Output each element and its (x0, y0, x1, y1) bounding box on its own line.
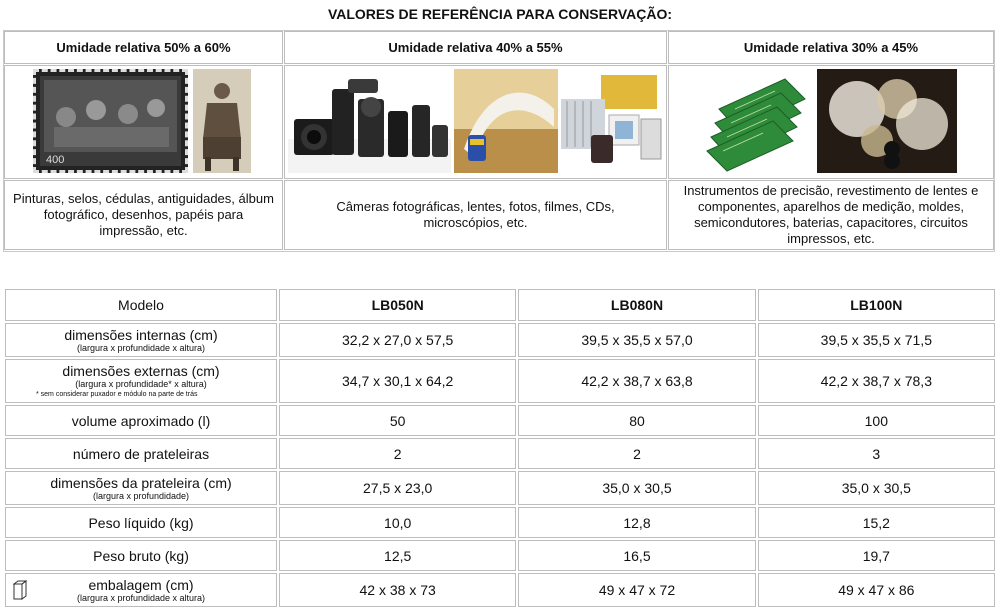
table-cell: 49 x 47 x 86 (758, 573, 995, 607)
table-cell: 42 x 38 x 73 (279, 573, 516, 607)
table-cell: 19,7 (758, 540, 995, 571)
table-row (5, 573, 995, 607)
header-col-2: Umidade relativa 40% a 55% (284, 31, 667, 64)
table-cell: 42,2 x 38,7 x 78,3 (758, 359, 995, 403)
header-col-1: Umidade relativa 50% a 60% (4, 31, 283, 64)
row-label-sub: (largura x profundidade x altura) (76, 342, 206, 353)
table-cell: 3 (758, 438, 995, 469)
table-cell: 80 (518, 405, 755, 436)
model-header: LB080N (518, 289, 755, 321)
row-label: número de prateleiras (5, 438, 277, 469)
table-cell: 39,5 x 35,5 x 71,5 (758, 323, 995, 357)
row-label-main: dimensões externas (cm) (62, 363, 220, 379)
vintage-portrait-photo (193, 69, 251, 173)
package-box-icon (13, 580, 27, 600)
stamp-value: 400 (46, 154, 65, 166)
specs-table (3, 287, 997, 609)
row-label (5, 359, 277, 403)
table-row (5, 507, 995, 538)
page-title: VALORES DE REFERÊNCIA PARA CONSERVAÇÃO: (327, 6, 673, 22)
film-strip-image (454, 69, 558, 173)
table-row (5, 471, 995, 505)
table-cell: 12,5 (279, 540, 516, 571)
model-label: Modelo (5, 289, 277, 321)
table-cell: 15,2 (758, 507, 995, 538)
table-cell: 42,2 x 38,7 x 63,8 (518, 359, 755, 403)
row-label: volume aproximado (l) (5, 405, 277, 436)
row-label-main: dimensões da prateleira (cm) (50, 474, 232, 491)
images-col-3 (668, 65, 994, 179)
postage-stamp-image (33, 69, 188, 173)
circuit-boards-image (705, 69, 813, 173)
table-cell: 16,5 (518, 540, 755, 571)
description-col-1: Pinturas, selos, cédulas, antiguidades, álbum fotográfico, desenhos, papéis para impressão, etc. (4, 180, 283, 250)
table-row (5, 359, 995, 403)
table-cell: 32,2 x 27,0 x 57,5 (279, 323, 516, 357)
row-label-note: * sem considerar puxador e módulo na parte de trás (36, 391, 198, 398)
row-label-main: dimensões internas (cm) (64, 326, 218, 343)
table-cell: 2 (279, 438, 516, 469)
row-label (5, 471, 277, 505)
row-label-sub: (largura x profundidade* x altura) (75, 379, 207, 389)
cameras-lenses-image (288, 69, 451, 173)
row-label (5, 573, 277, 607)
row-label (5, 323, 277, 357)
table-row (5, 289, 995, 321)
table-row (5, 540, 995, 571)
table-cell: 27,5 x 23,0 (279, 471, 516, 505)
table-cell: 100 (758, 405, 995, 436)
table-cell: 34,7 x 30,1 x 64,2 (279, 359, 516, 403)
table-cell: 49 x 47 x 72 (518, 573, 755, 607)
table-cell: 2 (518, 438, 755, 469)
table-row (5, 323, 995, 357)
model-header: LB050N (279, 289, 516, 321)
table-cell: 12,8 (518, 507, 755, 538)
table-cell: 35,0 x 30,5 (758, 471, 995, 505)
table-cell: 10,0 (279, 507, 516, 538)
row-label: Peso bruto (kg) (5, 540, 277, 571)
row-label-main: embalagem (cm) (88, 576, 194, 593)
conservation-table (3, 30, 995, 252)
table-row (5, 405, 995, 436)
slides-film-image (561, 69, 663, 173)
table-cell: 50 (279, 405, 516, 436)
images-col-1 (4, 65, 283, 179)
table-row (5, 438, 995, 469)
optical-lenses-image (817, 69, 957, 173)
row-label: Peso líquido (kg) (5, 507, 277, 538)
row-label-sub: (largura x profundidade) (92, 490, 190, 501)
description-col-3: Instrumentos de precisão, revestimento de lentes e componentes, aparelhos de medição, moldes, semicondutores, baterias, capacitores, circuitos impressos, etc. (668, 180, 994, 250)
row-label-sub: (largura x profundidade x altura) (76, 592, 206, 603)
description-col-2: Câmeras fotográficas, lentes, fotos, filmes, CDs, microscópios, etc. (284, 180, 667, 250)
model-header: LB100N (758, 289, 995, 321)
table-cell: 35,0 x 30,5 (518, 471, 755, 505)
images-col-2 (284, 65, 667, 179)
header-col-3: Umidade relativa 30% a 45% (668, 31, 994, 64)
table-cell: 39,5 x 35,5 x 57,0 (518, 323, 755, 357)
